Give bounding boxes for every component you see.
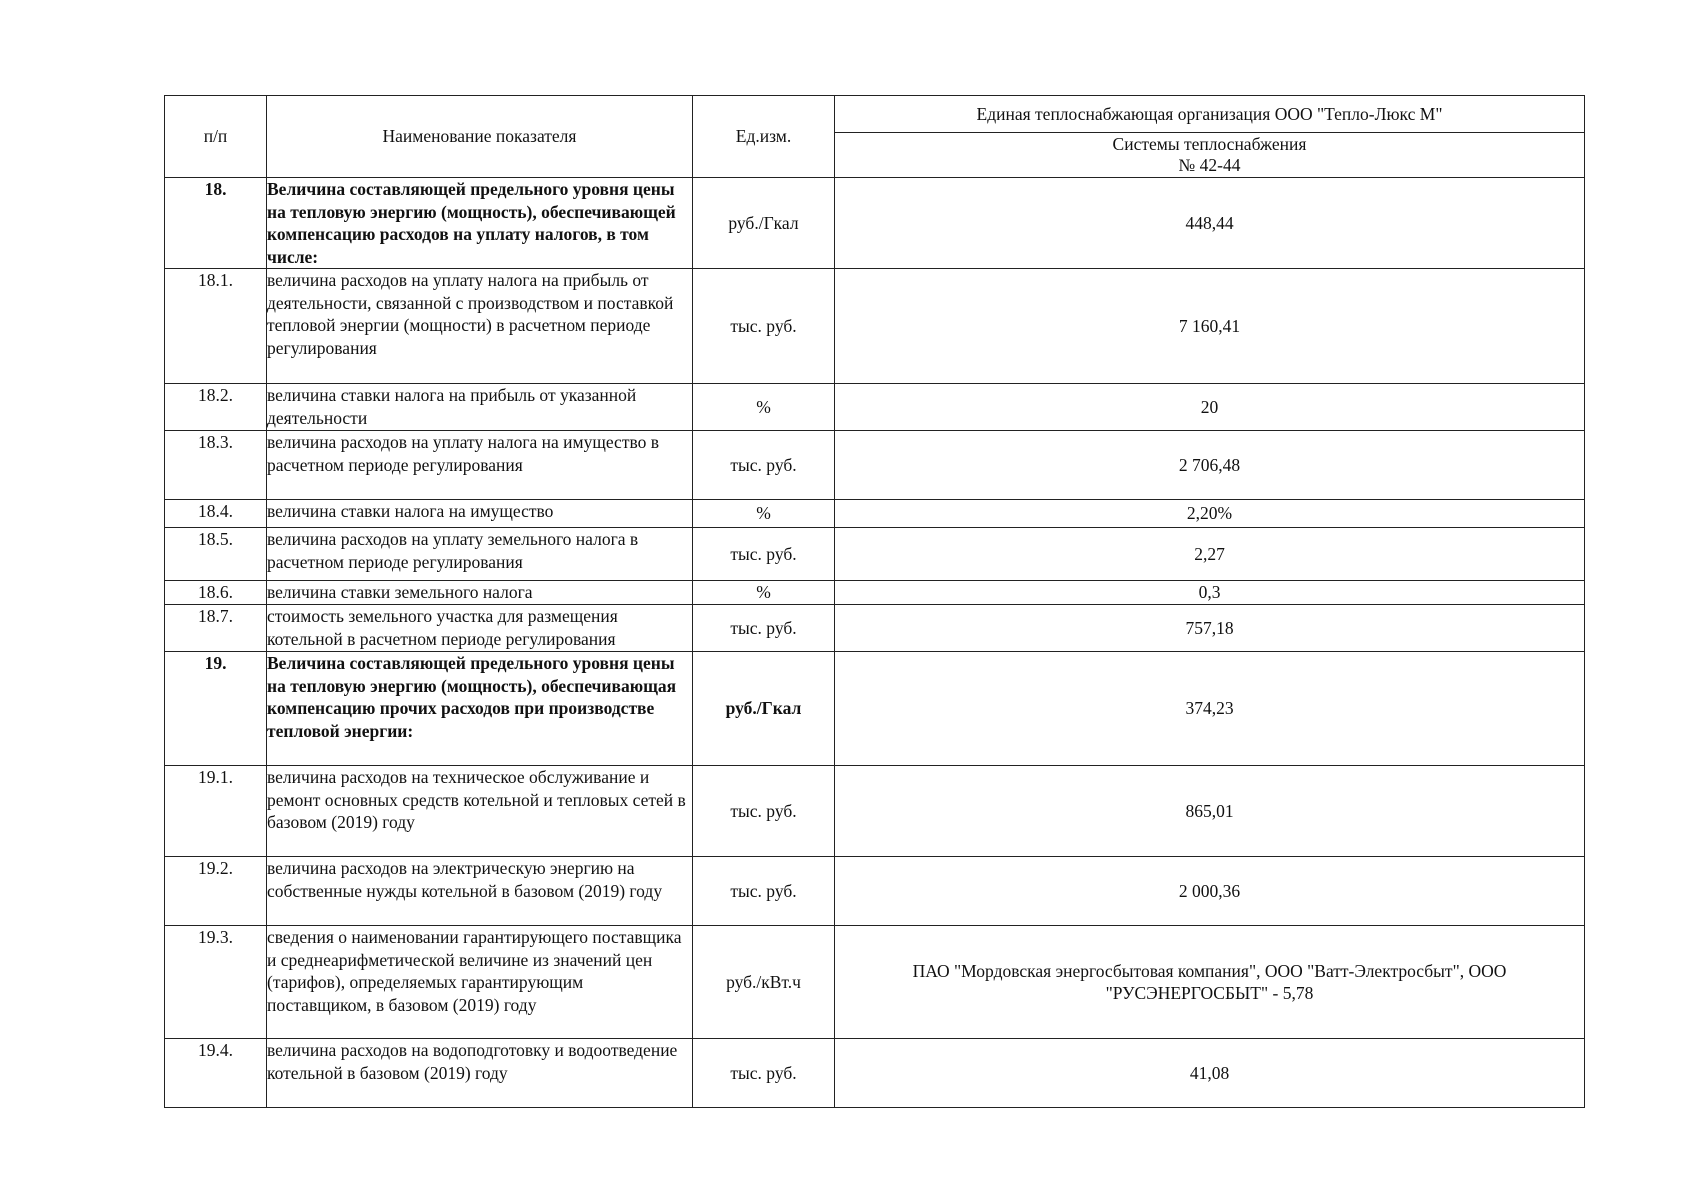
unit-of-measure: тыс. руб. — [693, 269, 835, 384]
indicator-value: 2,27 — [835, 528, 1585, 581]
indicator-name: Величина составляющей предельного уровня цены на тепловую энергию (мощность), обеспечивающей компенсацию расходов на уплату налогов, в том числе: — [267, 178, 693, 269]
row-number: 18.7. — [165, 605, 267, 652]
indicator-value: 374,23 — [835, 652, 1585, 766]
unit-of-measure: руб./Гкал — [693, 178, 835, 269]
indicator-name: величина расходов на техническое обслуживание и ремонт основных средств котельной и тепловых сетей в базовом (2019) году — [267, 766, 693, 857]
row-number: 18. — [165, 178, 267, 269]
unit-of-measure: тыс. руб. — [693, 1039, 835, 1108]
table-row — [165, 269, 1585, 384]
organization-header: Единая теплоснабжающая организация ООО "Тепло-Люкс М" — [835, 96, 1585, 133]
indicator-name: величина ставки налога на имущество — [267, 500, 693, 528]
unit-of-measure: % — [693, 581, 835, 605]
indicator-value: 2 706,48 — [835, 431, 1585, 500]
table-row — [165, 500, 1585, 528]
indicators-table — [164, 95, 1585, 1108]
systems-header-text: Системы теплоснабжения № 42-44 — [1112, 134, 1307, 175]
row-number: 19.4. — [165, 1039, 267, 1108]
indicator-name: стоимость земельного участка для размещения котельной в расчетном периоде регулирования — [267, 605, 693, 652]
row-number: 19.1. — [165, 766, 267, 857]
row-number: 19.2. — [165, 857, 267, 926]
indicator-value: 20 — [835, 384, 1585, 431]
indicator-value: 865,01 — [835, 766, 1585, 857]
indicator-value: 41,08 — [835, 1039, 1585, 1108]
unit-of-measure: тыс. руб. — [693, 528, 835, 581]
unit-of-measure: руб./кВт.ч — [693, 926, 835, 1039]
unit-of-measure: тыс. руб. — [693, 766, 835, 857]
indicator-value: 2 000,36 — [835, 857, 1585, 926]
table-row — [165, 431, 1585, 500]
table-row — [165, 581, 1585, 605]
table-row — [165, 178, 1585, 269]
indicator-value: 2,20% — [835, 500, 1585, 528]
indicator-name: величина расходов на уплату налога на имущество в расчетном периоде регулирования — [267, 431, 693, 500]
unit-of-measure: тыс. руб. — [693, 857, 835, 926]
row-number: 19.3. — [165, 926, 267, 1039]
table-row — [165, 384, 1585, 431]
col-header-unit: Ед.изм. — [693, 96, 835, 178]
indicator-name: сведения о наименовании гарантирующего поставщика и среднеарифметической величине из значений цен (тарифов), определяемых гарантирующим поставщиком, в базовом (2019) году — [267, 926, 693, 1039]
indicator-name: величина расходов на водоподготовку и водоотведение котельной в базовом (2019) году — [267, 1039, 693, 1108]
indicator-name: Величина составляющей предельного уровня цены на тепловую энергию (мощность), обеспечивающая компенсацию прочих расходов при производстве тепловой энергии: — [267, 652, 693, 766]
table-row — [165, 652, 1585, 766]
indicator-value: 0,3 — [835, 581, 1585, 605]
unit-of-measure: тыс. руб. — [693, 431, 835, 500]
indicator-name: величина ставки налога на прибыль от указанной деятельности — [267, 384, 693, 431]
row-number: 18.4. — [165, 500, 267, 528]
col-header-name: Наименование показателя — [267, 96, 693, 178]
indicator-value: 757,18 — [835, 605, 1585, 652]
table-row — [165, 528, 1585, 581]
header-row-1 — [165, 96, 1585, 133]
indicator-value: 448,44 — [835, 178, 1585, 269]
unit-of-measure: % — [693, 384, 835, 431]
row-number: 19. — [165, 652, 267, 766]
row-number: 18.6. — [165, 581, 267, 605]
table-row — [165, 857, 1585, 926]
table-row — [165, 926, 1585, 1039]
indicator-value: ПАО "Мордовская энергосбытовая компания", ООО "Ватт-Электросбыт", ООО "РУСЭНЕРГОСБЫТ" - 5,78 — [835, 926, 1585, 1039]
indicator-name: величина расходов на уплату налога на прибыль от деятельности, связанной с производством и поставкой тепловой энергии (мощности) в расчетном периоде регулирования — [267, 269, 693, 384]
col-header-number: п/п — [165, 96, 267, 178]
unit-of-measure: тыс. руб. — [693, 605, 835, 652]
systems-header — [835, 133, 1585, 178]
table-row — [165, 766, 1585, 857]
unit-of-measure: % — [693, 500, 835, 528]
row-number: 18.2. — [165, 384, 267, 431]
row-number: 18.5. — [165, 528, 267, 581]
indicator-name: величина ставки земельного налога — [267, 581, 693, 605]
row-number: 18.1. — [165, 269, 267, 384]
row-number: 18.3. — [165, 431, 267, 500]
indicator-value: 7 160,41 — [835, 269, 1585, 384]
indicator-name: величина расходов на электрическую энергию на собственные нужды котельной в базовом (2019) году — [267, 857, 693, 926]
table-row — [165, 1039, 1585, 1108]
table-row — [165, 605, 1585, 652]
unit-of-measure: руб./Гкал — [693, 652, 835, 766]
indicator-name: величина расходов на уплату земельного налога в расчетном периоде регулирования — [267, 528, 693, 581]
